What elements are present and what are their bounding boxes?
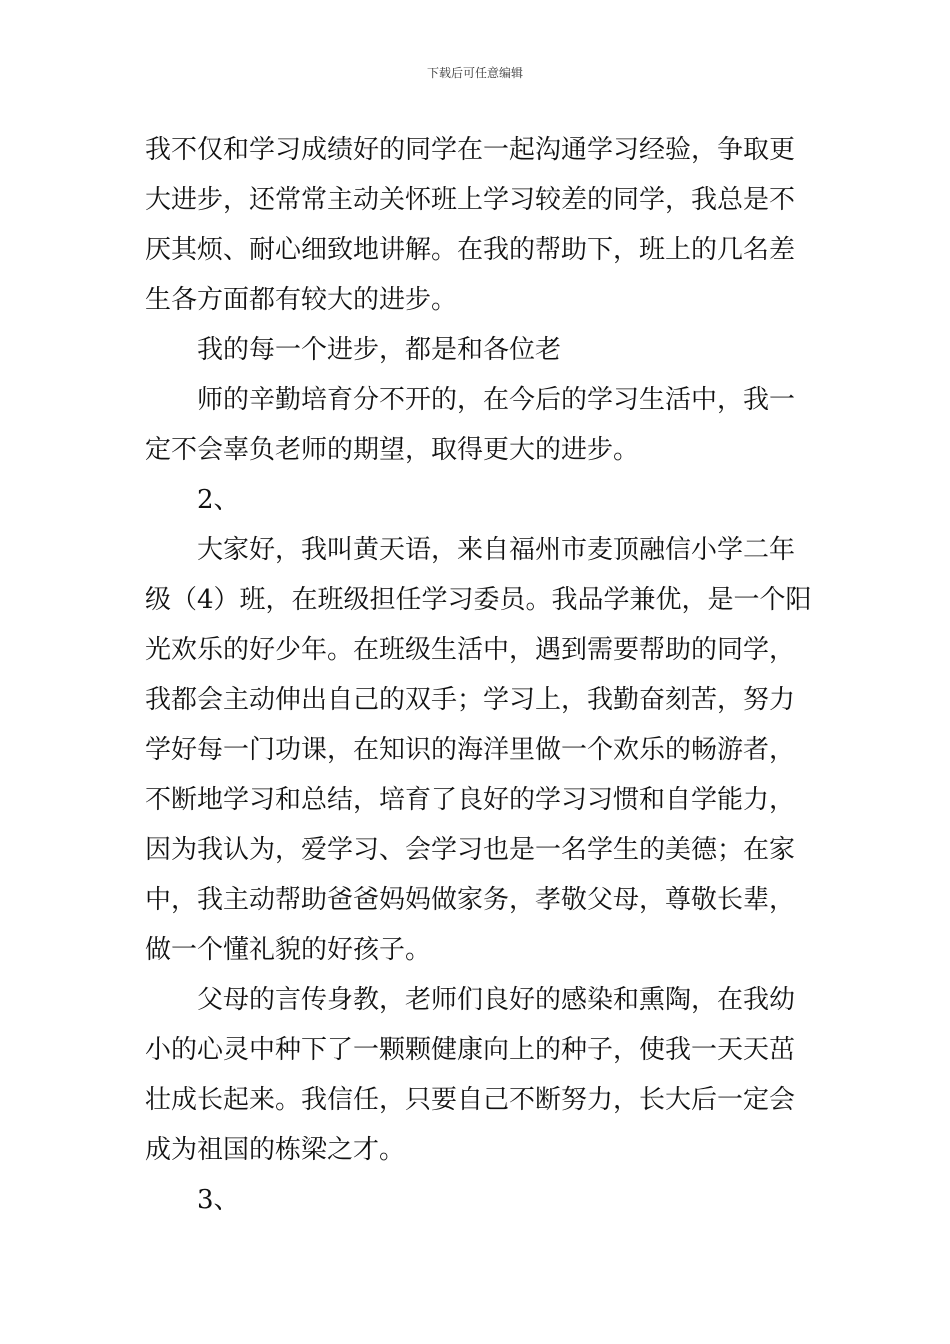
text-line: 做一个懂礼貌的好孩子。 <box>145 935 432 965</box>
text-line: 我不仅和学习成绩好的同学在一起沟通学习经验，争取更 <box>145 135 796 165</box>
text-line: 学好每一门功课，在知识的海洋里做一个欢乐的畅游者， <box>145 735 796 765</box>
text-line: 生各方面都有较大的进步。 <box>145 285 458 315</box>
text-line: 师的辛勤培育分不开的，在今后的学习生活中，我一 <box>197 385 796 415</box>
text-line: 不断地学习和总结，培育了良好的学习习惯和自学能力， <box>145 785 796 815</box>
text-line: 我都会主动伸出自己的双手；学习上，我勤奋刻苦，努力 <box>145 685 796 715</box>
text-line: 大家好，我叫黄天语，来自福州市麦顶融信小学二年 <box>197 535 796 565</box>
section-number: 2、 <box>197 485 240 515</box>
text-line: 定不会辜负老师的期望，取得更大的进步。 <box>145 435 640 465</box>
text-line: 我的每一个进步，都是和各位老 <box>197 335 562 365</box>
text-line: 中，我主动帮助爸爸妈妈做家务，孝敬父母，尊敬长辈， <box>145 885 796 915</box>
text-line: 大进步，还常常主动关怀班上学习较差的同学，我总是不 <box>145 185 796 215</box>
text-line: 光欢乐的好少年。在班级生活中，遇到需要帮助的同学， <box>145 635 796 665</box>
text-line: 成为祖国的栋梁之才。 <box>145 1135 406 1165</box>
download-note: 下载后可任意编辑 <box>426 66 523 80</box>
text-line: 因为我认为，爱学习、会学习也是一名学生的美德；在家 <box>145 835 796 865</box>
text-line: 小的心灵中种下了一颗颗健康向上的种子，使我一天天茁 <box>145 1035 796 1065</box>
text-line: 父母的言传身教，老师们良好的感染和熏陶，在我幼 <box>197 985 796 1015</box>
text-line: 级（4）班，在班级担任学习委员。我品学兼优，是一个阳 <box>145 585 812 615</box>
text-line: 厌其烦、耐心细致地讲解。在我的帮助下，班上的几名差 <box>145 235 796 265</box>
text-line: 壮成长起来。我信任，只要自己不断努力，长大后一定会 <box>145 1085 796 1115</box>
section-number: 3、 <box>197 1185 240 1215</box>
